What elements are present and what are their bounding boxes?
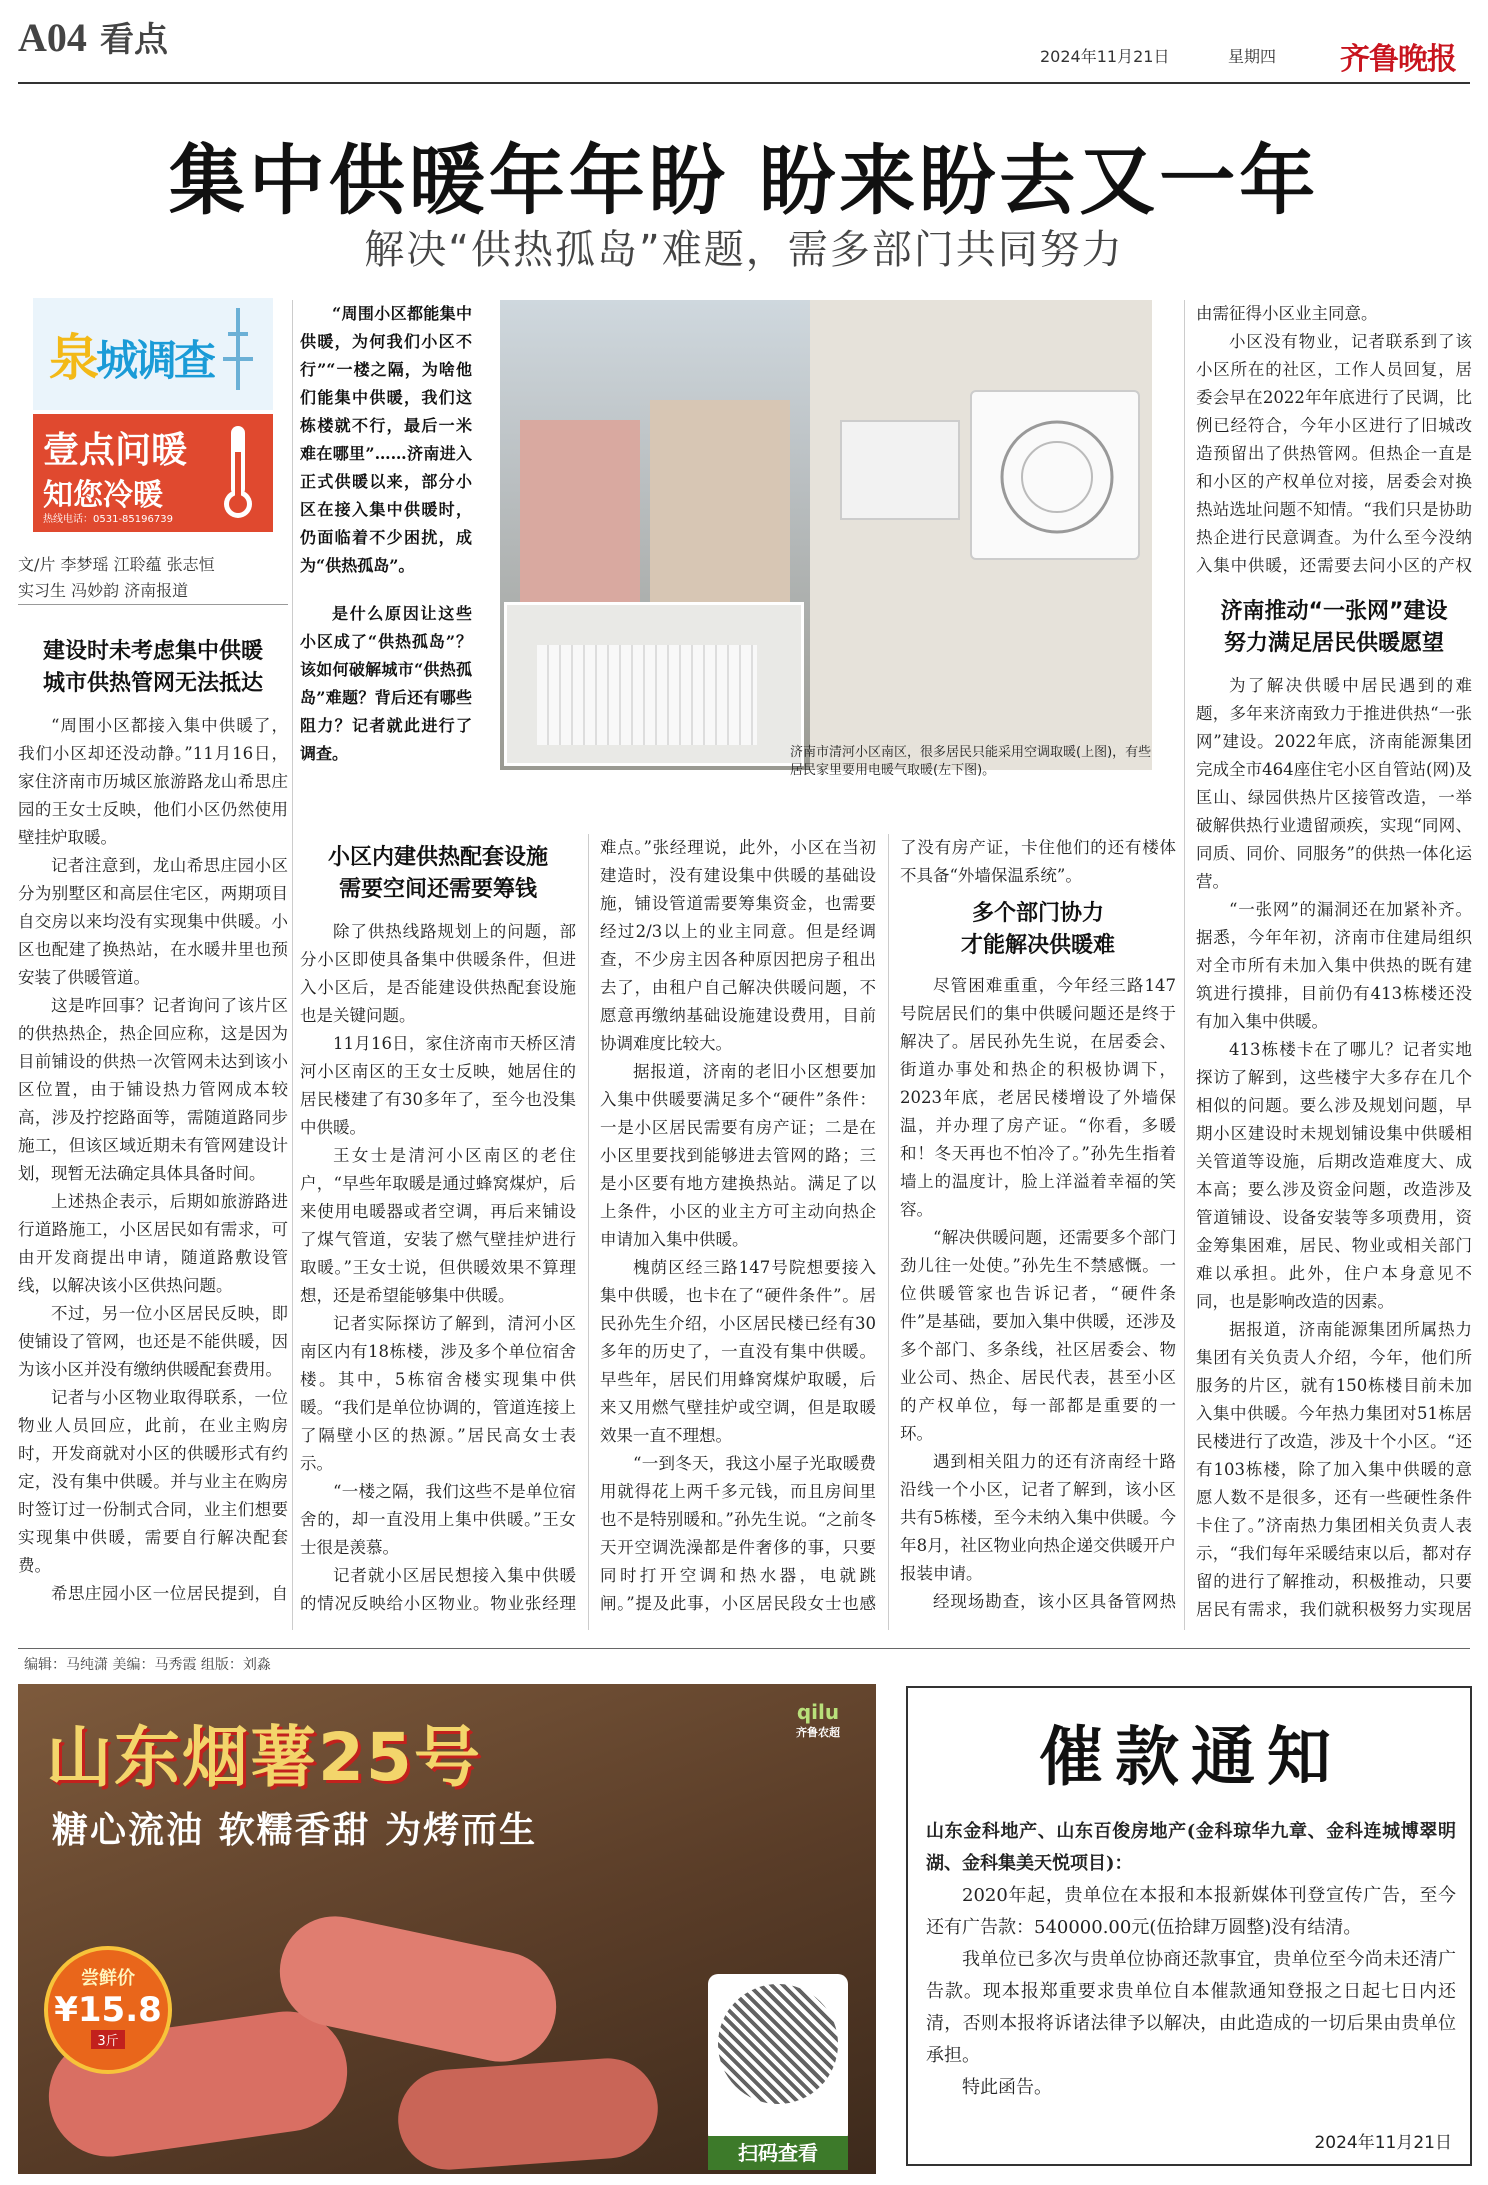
column-rule — [292, 300, 293, 1630]
paragraph: 遇到相关阻力的还有济南经十路沿线一个小区，记者了解到，该小区共有5栋楼，至今未纳入集中供暖。今年8月，社区物业向热企递交供暖开户报装申请。 — [900, 1452, 1176, 1583]
subheading-1 — [18, 636, 288, 700]
editor-credits: 编辑：马纯潇 美编：马秀霞 组版：刘淼 — [24, 1657, 271, 1673]
notice-date: 2024年11月21日 — [1314, 2133, 1452, 2153]
paragraph: 难点。”张经理说，此外，小区在当初建造时，没有建设集中供暖的基础设施，铺设管道需要筹集资金，也需要经过2/3以上的业主同意。但是经调查，不少房主因各种原因把房子租出去了，由租户自己解决供暖问题，不愿意再缴纳基础设施建设费用，目前协调难度比较大。 — [600, 838, 876, 1053]
paragraph: “一张网”的漏洞还在加紧补齐。据悉，今年年初，济南市住建局组织对全市所有未加入集中供热的既有建筑进行摸排，目前仍有413栋楼还没有加入集中供暖。 — [1196, 900, 1472, 1031]
brand-mark: qilu — [796, 1700, 840, 1724]
hotline-number: 热线电话：0531-85196739 — [43, 514, 173, 525]
notice-paragraph: 特此函告。 — [962, 2077, 1052, 2098]
article-col-2 — [300, 918, 576, 1618]
tower-icon — [213, 304, 263, 394]
article-col-1 — [18, 712, 288, 1612]
ac-unit-large — [970, 390, 1140, 560]
hotline-title: 壹点问暖 — [43, 430, 188, 471]
byline-line-2: 实习生 冯妙韵 济南报道 — [18, 581, 189, 600]
paragraph: 记者就小区居民想接入集中供暖的情况反映给小区物业。物业张经理 — [300, 1566, 576, 1613]
inset-photo-heater — [504, 602, 804, 766]
column-logo-quancheng — [33, 298, 273, 410]
paragraph: 记者实际探访了解到，清河小区南区内有18栋楼，涉及多个单位宿舍楼。其中，5栋宿舍楼实现集中供暖。“我们是单位协调的，管道连接上了隔壁小区的热源。”居民高女士表示。 — [300, 1314, 576, 1473]
paragraph: 413栋楼卡在了哪儿？记者实地探访了解到，这些楼宇大多存在几个相似的问题。要么涉及规划问题，早期小区建设时未规划铺设集中供暖相关管道等设施，后期改造难度大、成本高；要么涉及资金问题，改造涉及管道铺设、设备安装等多项费用，资金筹集困难，居民、物业或相关部门难以承担。此外，住户本身意见不同，也是影响改造的因素。 — [1196, 1040, 1472, 1311]
paragraph: 槐荫区经三路147号院想要接入集中供暖，也卡在了“硬件条件”。居民孙先生介绍，小区居民楼已经有30多年的历史了，一直没有集中供暖。早些年，居民们用蜂窝煤炉取暖，后来又用燃气壁挂炉或空调，但是取暖效果一直不理想。 — [600, 1258, 876, 1445]
page-number: A04 — [18, 15, 87, 60]
intro-paragraph: 是什么原因让这些小区成了“供热孤岛”？该如何破解城市“供热孤岛”难题？背后还有哪些阻力？记者就此进行了调查。 — [300, 604, 472, 763]
paragraph: 了没有房产证，卡住他们的还有楼体不具备“外墙保温系统”。 — [900, 838, 1176, 885]
section-name: 看点 — [99, 20, 168, 60]
article-col-3 — [600, 834, 876, 1618]
page-section-label — [18, 12, 238, 70]
photo-caption: 济南市清河小区南区，很多居民只能采用空调取暖(上图)，有些居民家里要用电暖气取暖(左下图)。 — [790, 745, 1152, 778]
intro-paragraph: “周围小区都能集中供暖，为何我们小区不行”“一楼之隔，为啥他们能集中供暖，我们这栋楼就不行，最后一米难在哪里”……济南进入正式供暖以来，部分小区在接入集中供暖时，仍面临着不少困扰，成为“供热孤岛”。 — [300, 304, 472, 575]
subheading-2-line-2: 需要空间还需要筹钱 — [338, 877, 537, 902]
header-divider — [18, 82, 1470, 84]
column-rule — [1184, 300, 1185, 1630]
article-col-4 — [900, 972, 1176, 1618]
notice-body — [926, 1816, 1456, 2156]
paragraph: 不过，另一位小区居民反映，即使铺设了管网，也还是不能供暖，因为该小区并没有缴纳供暖配套费用。 — [18, 1304, 288, 1379]
column-rule — [588, 834, 589, 1630]
paragraph: 王女士是清河小区南区的老住户，“早些年取暖是通过蜂窝煤炉，后来使用电暖器或者空调，再后来铺设了煤气管道，安装了燃气壁挂炉进行取暖。”王女士说，但供暖效果不算理想，还是希望能够集中供暖。 — [300, 1146, 576, 1305]
notice-paragraph: 我单位已多次与贵单位协商还款事宜，贵单位至今尚未还清广告款。现本报郑重要求贵单位自本催款通知登报之日起七日内还清，否则本报将诉诸法律予以解决，由此造成的一切后果由贵单位承担。 — [926, 1949, 1456, 2066]
paragraph: 希思庄园小区一位居民提到，自 — [51, 1584, 288, 1603]
article-col-5 — [1196, 672, 1472, 1618]
paragraph: “解决供暖问题，还需要多个部门劲儿往一处使。”孙先生不禁感慨。一位供暖管家也告诉记者，“硬件条件”是基础，要加入集中供暖，还涉及多个部门、多条线，社区居委会、物业公司、热企、居民代表，甚至小区的产权单位，每一部都是重要的一环。 — [900, 1228, 1176, 1443]
paragraph: 尽管困难重重，今年经三路147号院居民们的集中供暖问题还是终于解决了。居民孙先生说，在居委会、街道办事处和热企的积极协调下，2023年底，老居民楼增设了外墙保温，并办理了房产证。“你看，多暖和！冬天再也不怕冷了。”孙先生指着墙上的温度计，脸上洋溢着幸福的笑容。 — [900, 976, 1176, 1219]
paragraph: “周围小区都接入集中供暖了，我们小区却还没动静。”11月16日，家住济南市历城区旅游路龙山希思庄园的王女士反映，他们小区仍然使用壁挂炉取暖。 — [18, 716, 288, 847]
radiator — [537, 645, 757, 745]
paragraph: 据报道，济南能源集团所属热力集团有关负责人介绍，今年，他们所服务的片区，就有150栋楼目前未加入集中供暖。今年热力集团对51栋居民楼进行了改造，涉及十个小区。“还有103栋楼，除了加入集中供暖的意愿人数不是很多，还有一些硬性条件卡住了。”济南热力集团相关负责人表示，“我们每年采暖结束以后，都对存留的进行了解推动，积极推动，只要居民有需求，我们就积极努力实现居 — [1196, 1320, 1472, 1618]
column-logo-char: 泉 — [49, 329, 96, 387]
subheading-1-line-1: 建设时未考虑集中供暖 — [42, 639, 263, 664]
paragraph: “一到冬天，我这小屋子光取暖费用就得花上两千多元钱，而且房间里也不是特别暖和。”孙先生说。“之前冬天开空调洗澡都是件奢侈的事，只要同时打开空调和热水器，电就跳闸。”提及此事，小区居民段女士也感 — [600, 1454, 876, 1613]
thermometer-icon — [213, 422, 263, 522]
column-logo-text: 城调查 — [96, 336, 214, 385]
sweet-potato-ad — [18, 1684, 876, 2174]
qr-pattern — [718, 1984, 838, 2104]
paragraph: “一楼之隔，我们这些不是单位宿舍的，却一直没用上集中供暖。”王女士很是羡慕。 — [300, 1482, 576, 1557]
subheading-4-line-1: 济南推动“一张网”建设 — [1220, 599, 1448, 624]
intro-text-continued — [300, 600, 472, 790]
byline — [18, 552, 288, 604]
weekday: 星期四 — [1228, 47, 1277, 66]
article-col-4-top — [900, 834, 1176, 894]
footer-rule — [18, 1648, 1470, 1649]
news-photo — [500, 300, 1152, 770]
subheading-4 — [1196, 596, 1472, 660]
paragraph: 小区没有物业，记者联系到了该小区所在的社区，工作人员回复，居委会早在2022年年底进行了民调，比例已经符合，今年小区进行了旧城改造预留出了供热管网。但热企一直是和小区的产权单位对接，居委会对换热站选址问题不知情。“我们只是协助热企进行民意调查。为什么至今没纳入集中供暖，还需要去问小区的产权 — [1196, 332, 1472, 575]
ad-product-title: 山东烟薯25号 — [46, 1719, 482, 1796]
brand-name: 齐鲁农超 — [796, 1726, 840, 1739]
qr-code[interactable] — [708, 1974, 848, 2144]
paragraph: 经现场勘查，该小区具备管网热 — [933, 1592, 1176, 1611]
paragraph: 上述热企表示，后期如旅游路进行道路施工，小区居民如有需求，可由开发商提出申请，随道路敷设管线，以解决该小区供热问题。 — [18, 1192, 288, 1295]
price-label: 尝鲜价 — [81, 1968, 135, 1989]
potato-shape — [395, 2055, 661, 2173]
paragraph: 据报道，济南的老旧小区想要加入集中供暖要满足多个“硬件”条件：一是小区居民需要有房产证；二是在小区里要找到能够进去管网的路；三是小区要有地方建换热站。满足了以上条件，小区的业主方可主动向热企申请加入集中供暖。 — [600, 1062, 876, 1249]
subheading-3 — [900, 898, 1176, 962]
paragraph: 为了解决供暖中居民遇到的难题，多年来济南致力于推进供热“一张网”建设。2022年底，济南能源集团完成全市464座住宅小区自管站(网)及匡山、绿园供热片区接管改造，一举破解供热行业遗留顽疾，实现“同网、同质、同价、同服务”的供热一体化运营。 — [1196, 676, 1472, 891]
price-unit: 3斤 — [91, 2030, 124, 2049]
notice-addressee: 山东金科地产、山东百俊房地产(金科琼华九章、金科连城博翠明湖、金科集美天悦项目)： — [926, 1821, 1456, 1874]
payment-notice — [906, 1686, 1472, 2166]
subheading-3-line-2: 才能解决供暖难 — [960, 933, 1115, 958]
subheading-2-line-1: 小区内建供热配套设施 — [327, 845, 548, 870]
qilu-logo — [788, 1700, 848, 1756]
price-value: ¥15.8 — [54, 1990, 162, 2030]
hotline-banner — [33, 414, 273, 532]
ad-slogan: 糖心流油 软糯香甜 为烤而生 — [52, 1810, 538, 1851]
subheading-2 — [300, 842, 576, 906]
hotline-slogan: 知您冷暖 — [43, 478, 163, 513]
notice-paragraph: 2020年起，贵单位在本报和本报新媒体刊登宣传广告，至今还有广告款：540000.00元(伍拾肆万圆整)没有结清。 — [926, 1885, 1456, 1938]
article-col-5-top — [1196, 300, 1472, 582]
ac-unit — [840, 420, 960, 520]
column-rule — [888, 834, 889, 1630]
paragraph: 记者注意到，龙山希思庄园小区分为别墅区和高层住宅区，两期项目自交房以来均没有实现集中供暖。小区也配建了换热站，在水暖井里也预安装了供暖管道。 — [18, 856, 288, 987]
subheading-1-line-2: 城市供热管网无法抵达 — [42, 671, 263, 696]
paragraph: 这是咋回事？记者询问了该片区的供热热企，热企回应称，这是因为目前铺设的供热一次管网未达到该小区位置，由于铺设热力管网成本较高，涉及拧挖路面等，需随道路同步施工，但该区域近期未有管网建设计划，现暂无法确定具体具备时间。 — [18, 996, 288, 1183]
price-badge — [44, 1946, 172, 2074]
paragraph: 记者与小区物业取得联系，一位物业人员回应，此前，在业主购房时，开发商就对小区的供暖形式有约定，没有集中供暖。并与业主在购房时签订过一份制式合同，业主们想要实现集中供暖，需要自行解决配套费。 — [18, 1388, 288, 1575]
byline-rule — [18, 604, 288, 605]
byline-line-1: 文/片 李梦瑶 江聆蕴 张志恒 — [18, 555, 215, 574]
paragraph: 11月16日，家住济南市天桥区清河小区南区的王女士反映，她居住的居民楼建了有30多年了，至今也没集中供暖。 — [300, 1034, 576, 1137]
headline: 集中供暖年年盼 盼来盼去又一年 — [168, 136, 1320, 225]
masthead-logo: 齐鲁晚报 — [1340, 42, 1456, 77]
fan-grille-icon — [997, 417, 1117, 537]
paragraph: 由需征得小区业主同意。 — [1196, 304, 1378, 323]
scan-to-view-button[interactable]: 扫码查看 — [708, 2136, 848, 2170]
subheadline: 解决“供热孤岛”难题，需多部门共同努力 — [364, 227, 1124, 273]
subheading-3-line-1: 多个部门协力 — [971, 901, 1104, 926]
paragraph: 除了供热线路规划上的问题，部分小区即使具备集中供暖条件，但进入小区后，是否能建设供热配套设施也是关键问题。 — [300, 922, 576, 1025]
subheading-4-line-2: 努力满足居民供暖愿望 — [1223, 631, 1444, 656]
notice-title: 催款通知 — [1039, 1720, 1343, 1795]
issue-date: 2024年11月21日 — [1040, 47, 1170, 66]
